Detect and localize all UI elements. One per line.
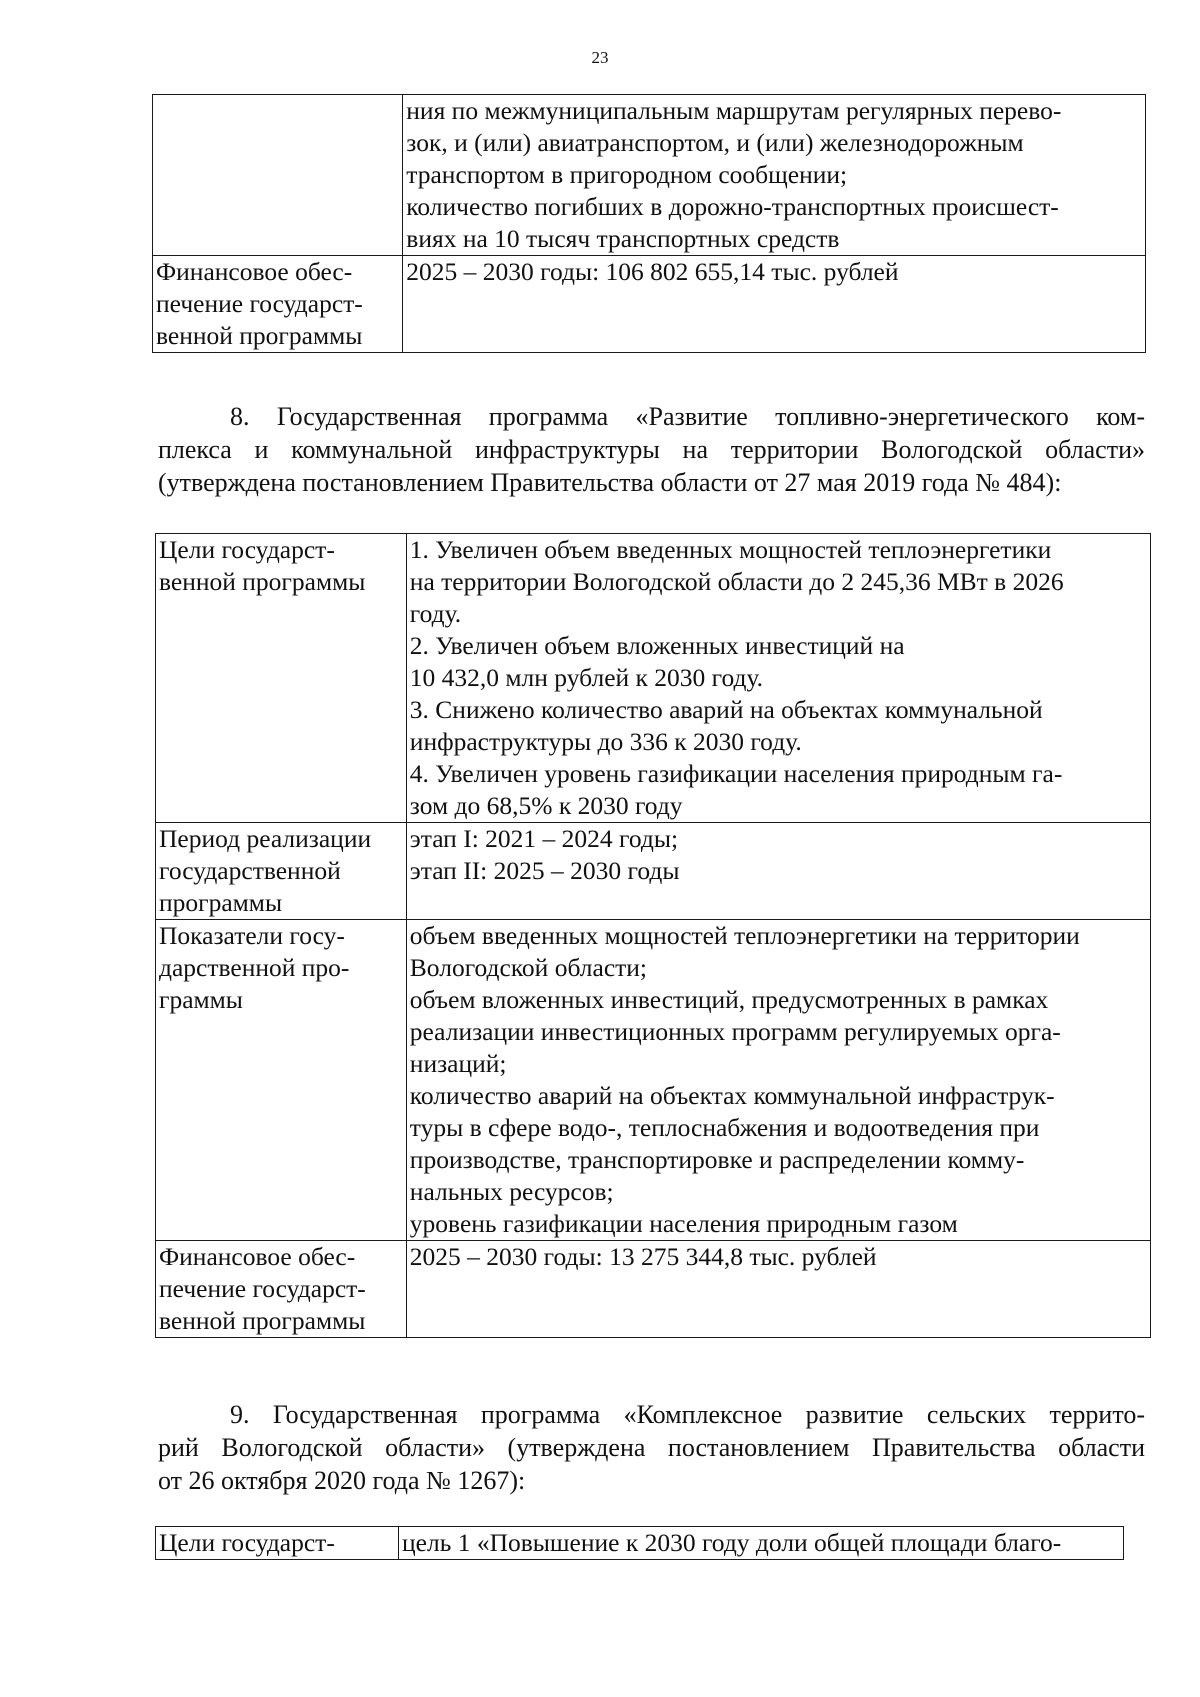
section-9-heading — [158, 1398, 1145, 1497]
table-row — [153, 95, 1146, 256]
row-value — [399, 1527, 1124, 1560]
row-value — [406, 920, 1150, 1241]
text-line: зок, и (или) авиатранспортом, и (или) железнодорожным — [406, 128, 1024, 157]
text-line: Цели государст- — [159, 535, 335, 564]
text-line: виях на 10 тысяч транспортных средств — [406, 224, 840, 253]
text-line: (утверждена постановлением Правительства области от 27 мая 2019 года № 484): — [158, 468, 1062, 497]
row-value — [406, 534, 1150, 823]
text-line: этап II: 2025 – 2030 годы — [409, 856, 680, 885]
page-number: 23 — [591, 48, 609, 67]
text-line: 10 432,0 млн рублей к 2030 году. — [409, 663, 764, 692]
text-line: уровень газификации населения природным газом — [409, 1209, 958, 1238]
text-line: Финансовое обес- — [156, 257, 353, 286]
row-label — [153, 95, 403, 256]
text-line: программы — [159, 888, 283, 917]
text-line: Финансовое обес- — [159, 1242, 356, 1271]
text-line: граммы — [159, 985, 243, 1014]
text-line: печение государст- — [159, 1274, 366, 1303]
text-line: 4. Увеличен уровень газификации населения природным га- — [409, 759, 1063, 788]
text-line: дарственной про- — [159, 953, 350, 982]
text-line: 2025 – 2030 годы: 106 802 655,14 тыс. рублей — [406, 257, 899, 286]
row-label — [156, 1527, 399, 1560]
text-line: государственной — [159, 856, 341, 885]
text-line: Вологодской области; — [409, 953, 648, 982]
text-line: туры в сфере водо-, теплоснабжения и водоотведения при — [409, 1113, 1040, 1142]
text-line: инфраструктуры до 336 к 2030 году. — [409, 727, 802, 756]
row-value — [406, 823, 1150, 920]
text-line: 3. Снижено количество аварий на объектах коммунальной — [409, 695, 1043, 724]
text-line: нальных ресурсов; — [409, 1177, 614, 1206]
program-8-table — [155, 533, 1151, 1338]
text-line: от 26 октября 2020 года № 1267): — [158, 1466, 526, 1495]
text-line: плекса и коммунальной инфраструктуры на территории Вологодской области» — [158, 435, 1145, 464]
text-line: 8. Государственная программа «Развитие топливно-энергетического ком- — [230, 402, 1145, 431]
text-line: венной программы — [156, 321, 363, 350]
text-line: объем введенных мощностей теплоэнергетики на территории — [409, 921, 1080, 950]
row-label — [156, 920, 407, 1241]
text-line: 2025 – 2030 годы: 13 275 344,8 тыс. рублей — [409, 1242, 877, 1271]
row-value — [406, 1241, 1150, 1338]
table-row — [156, 1241, 1151, 1338]
table-row — [156, 1527, 1124, 1560]
text-line: Цели государст- — [159, 1528, 335, 1557]
table-row — [156, 823, 1151, 920]
row-label — [156, 823, 407, 920]
text-line: венной программы — [159, 1306, 366, 1335]
text-line: Период реализации — [159, 824, 372, 853]
text-line: зом до 68,5% к 2030 году — [409, 791, 683, 820]
table-row — [156, 920, 1151, 1241]
program-9-table — [155, 1526, 1124, 1560]
text-line: 9. Государственная программа «Комплексное развитие сельских террито- — [230, 1400, 1145, 1429]
row-label — [156, 1241, 407, 1338]
text-line: венной программы — [159, 567, 366, 596]
text-line: реализации инвестиционных программ регулируемых орга- — [409, 1017, 1061, 1046]
program-7-table-continued — [152, 94, 1146, 353]
row-value — [403, 95, 1146, 256]
text-line: 1. Увеличен объем введенных мощностей теплоэнергетики — [409, 535, 1052, 564]
text-line: ния по межмуниципальным маршрутам регулярных перево- — [406, 96, 1062, 125]
text-line: количество погибших в дорожно-транспортных происшест- — [406, 192, 1059, 221]
text-line: объем вложенных инвестиций, предусмотренных в рамках — [409, 985, 1049, 1014]
text-line: печение государст- — [156, 289, 363, 318]
text-line: году. — [409, 599, 462, 628]
text-line: количество аварий на объектах коммунальной инфраструк- — [409, 1081, 1055, 1110]
text-line: производстве, транспортировке и распределении комму- — [409, 1145, 1025, 1174]
row-value — [403, 256, 1146, 353]
text-line: рий Вологодской области» (утверждена постановлением Правительства области — [158, 1433, 1145, 1462]
text-line: этап I: 2021 – 2024 годы; — [409, 824, 679, 853]
text-line: на территории Вологодской области до 2 245,36 МВт в 2026 — [409, 567, 1064, 596]
text-line: цель 1 «Повышение к 2030 году доли общей площади благо- — [402, 1528, 1062, 1557]
section-8-heading — [158, 400, 1145, 499]
text-line: низаций; — [409, 1049, 507, 1078]
text-line: Показатели госу- — [159, 921, 345, 950]
text-line: транспортом в пригородном сообщении; — [406, 160, 848, 189]
row-label — [156, 534, 407, 823]
table-row — [153, 256, 1146, 353]
row-label — [153, 256, 403, 353]
table-row — [156, 534, 1151, 823]
text-line: 2. Увеличен объем вложенных инвестиций на — [409, 631, 905, 660]
